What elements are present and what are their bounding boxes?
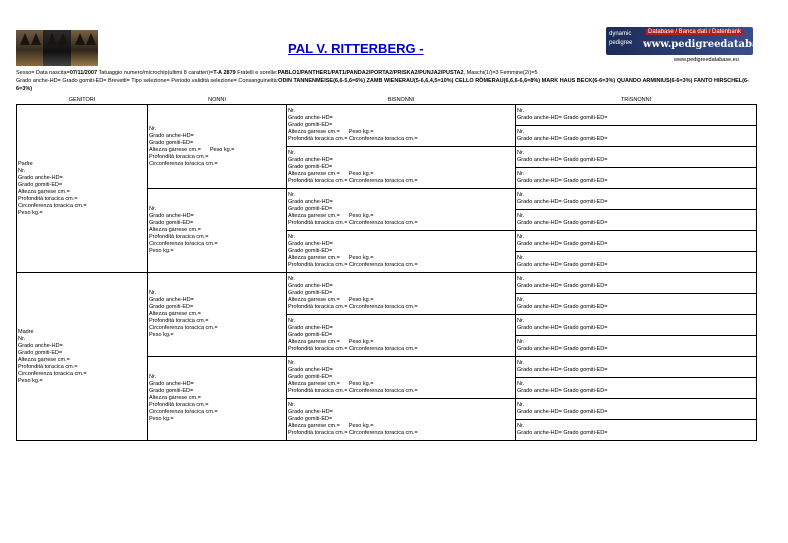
great-great-grandparent-cell[interactable]: Nr. Grado anche-HD= Grado gomiti-ED=: [516, 126, 757, 147]
great-great-grandparent-cell[interactable]: Nr. Grado anche-HD= Grado gomiti-ED=: [516, 105, 757, 126]
column-header: BISNONNI: [287, 96, 516, 105]
great-grandparent-cell[interactable]: Nr. Grado anche-HD= Grado gomiti-ED= Altezza garrese cm.= Peso kg.= Profondità toracica cm.= Circonferenza toracica cm.=: [287, 357, 516, 399]
pedigree-table: [16, 96, 757, 441]
banner-top-text: Database / Banca dati / Datenbank: [648, 29, 742, 35]
great-great-grandparent-cell[interactable]: Nr. Grado anche-HD= Grado gomiti-ED=: [516, 210, 757, 231]
great-great-grandparent-cell[interactable]: Nr. Grado anche-HD= Grado gomiti-ED=: [516, 189, 757, 210]
great-great-grandparent-cell[interactable]: Nr. Grado anche-HD= Grado gomiti-ED=: [516, 357, 757, 378]
page-title[interactable]: PAL V. RITTERBERG -: [288, 41, 424, 56]
dog-logo: [16, 30, 98, 66]
banner-site-text: www.pedigreedatabase.eu: [643, 39, 788, 50]
great-grandparent-cell[interactable]: Nr. Grado anche-HD= Grado gomiti-ED= Altezza garrese cm.= Peso kg.= Profondità toracica cm.= Circonferenza toracica cm.=: [287, 147, 516, 189]
great-great-grandparent-cell[interactable]: Nr. Grado anche-HD= Grado gomiti-ED=: [516, 273, 757, 294]
dog-photo: [43, 30, 70, 66]
great-grandparent-cell[interactable]: Nr. Grado anche-HD= Grado gomiti-ED= Altezza garrese cm.= Peso kg.= Profondità toracica cm.= Circonferenza toracica cm.=: [287, 231, 516, 273]
great-great-grandparent-cell[interactable]: Nr. Grado anche-HD= Grado gomiti-ED=: [516, 378, 757, 399]
website-link[interactable]: www.pedigreedatabase.eu: [674, 57, 739, 63]
grandparent-cell[interactable]: Nr. Grado anche-HD= Grado gomiti-ED= Altezza garrese cm.= Profondità toracica cm.= Circonferenza toracica cm.= Peso kg.=: [148, 273, 287, 357]
great-grandparent-cell[interactable]: Nr. Grado anche-HD= Grado gomiti-ED= Altezza garrese cm.= Peso kg.= Profondità toracica cm.= Circonferenza toracica cm.=: [287, 189, 516, 231]
column-header: TRISNONNI: [516, 96, 757, 105]
pedigree-row: [17, 273, 757, 294]
great-great-grandparent-cell[interactable]: Nr. Grado anche-HD= Grado gomiti-ED=: [516, 168, 757, 189]
great-great-grandparent-cell[interactable]: Nr. Grado anche-HD= Grado gomiti-ED=: [516, 315, 757, 336]
parent-cell-padre[interactable]: Padre Nr. Grado anche-HD= Grado gomiti-ED= Altezza garrese cm.= Profondità toracica cm.= Circonferenza toracica cm.= Peso kg.=: [17, 105, 148, 273]
great-great-grandparent-cell[interactable]: Nr. Grado anche-HD= Grado gomiti-ED=: [516, 420, 757, 441]
great-great-grandparent-cell[interactable]: Nr. Grado anche-HD= Grado gomiti-ED=: [516, 294, 757, 315]
grandparent-cell[interactable]: Nr. Grado anche-HD= Grado gomiti-ED= Altezza garrese cm.= Profondità toracica cm.= Circonferenza toracica cm.= Peso kg.=: [148, 189, 287, 273]
grandparent-cell[interactable]: Nr. Grado anche-HD= Grado gomiti-ED= Altezza garrese cm.= Profondità toracica cm.= Circonferenza toracica cm.= Peso kg.=: [148, 357, 287, 441]
great-great-grandparent-cell[interactable]: Nr. Grado anche-HD= Grado gomiti-ED=: [516, 336, 757, 357]
great-grandparent-cell[interactable]: Nr. Grado anche-HD= Grado gomiti-ED= Altezza garrese cm.= Peso kg.= Profondità toracica cm.= Circonferenza toracica cm.=: [287, 105, 516, 147]
parent-cell-madre[interactable]: Madre Nr. Grado anche-HD= Grado gomiti-ED= Altezza garrese cm.= Profondità toracica cm.= Circonferenza toracica cm.= Peso kg.=: [17, 273, 148, 441]
dog-photo: [16, 30, 43, 66]
banner-text: dynamic pedigree: [609, 31, 633, 46]
great-great-grandparent-cell[interactable]: Nr. Grado anche-HD= Grado gomiti-ED=: [516, 252, 757, 273]
pedigree-row: [17, 105, 757, 126]
great-grandparent-cell[interactable]: Nr. Grado anche-HD= Grado gomiti-ED= Altezza garrese cm.= Peso kg.= Profondità toracica cm.= Circonferenza toracica cm.=: [287, 399, 516, 441]
dog-photo: [71, 30, 98, 66]
great-grandparent-cell[interactable]: Nr. Grado anche-HD= Grado gomiti-ED= Altezza garrese cm.= Peso kg.= Profondità toracica cm.= Circonferenza toracica cm.=: [287, 315, 516, 357]
great-great-grandparent-cell[interactable]: Nr. Grado anche-HD= Grado gomiti-ED=: [516, 399, 757, 420]
site-banner[interactable]: [606, 27, 788, 55]
dog-info: Sesso= Data nascita=07/11/2007 Tatuaggio numero/microchip(ultimi 8 caratteri)=T-A 2879 Fratelli e sorelle:PABLO1/PANTHER1/PAT1/PANDA2/PORTA2/PRISKA2/PUNJA2/PUSTA2, Maschi(1/)=3 Femmine(2/)=5 Grado anche-HD= Grado gomiti-ED= Brevetti= Tipo selezione= Periodo validità selezione= Consanguineità:ODIN TANNENMEISE(6,6-5,6=6%) ZAMB WIENERAU(5-6,6,4,5=10%) CELLO RÖMERAU(6,6,6-6,6=8%) MARK HAUS BECK(6-6=3%) QUANDO ARMINIUS(6-6=3%) FANTO HIRSCHEL(6-6=3%): [16, 70, 749, 92]
great-great-grandparent-cell[interactable]: Nr. Grado anche-HD= Grado gomiti-ED=: [516, 147, 757, 168]
column-header: NONNI: [148, 96, 287, 105]
great-grandparent-cell[interactable]: Nr. Grado anche-HD= Grado gomiti-ED= Altezza garrese cm.= Peso kg.= Profondità toracica cm.= Circonferenza toracica cm.=: [287, 273, 516, 315]
grandparent-cell[interactable]: Nr. Grado anche-HD= Grado gomiti-ED= Altezza garrese cm.= Peso kg.= Profondità toracica cm.= Circonferenza toracica cm.=: [148, 105, 287, 189]
great-great-grandparent-cell[interactable]: Nr. Grado anche-HD= Grado gomiti-ED=: [516, 231, 757, 252]
column-header: GENITORI: [17, 96, 148, 105]
